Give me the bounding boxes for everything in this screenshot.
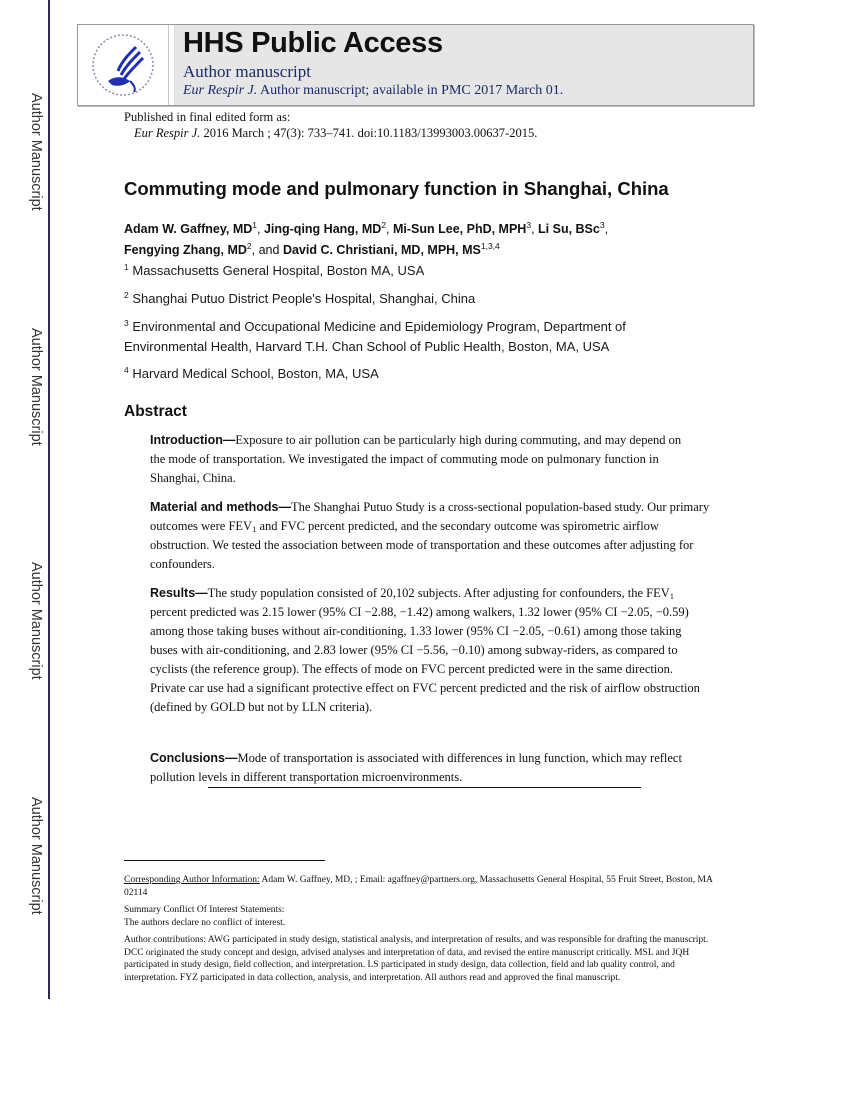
footnote-divider	[124, 860, 325, 861]
text-underline-rule	[208, 787, 641, 788]
affiliation-3	[124, 317, 669, 357]
citation	[134, 126, 537, 141]
article-title: Commuting mode and pulmonary function in Shanghai, China	[124, 178, 669, 199]
availability-text: Author manuscript; available in PMC 2017 March 01.	[260, 83, 564, 98]
author-affiliation-ref: 1,3,4	[480, 241, 500, 251]
affiliation-number: 2	[124, 290, 129, 300]
hhs-eagle-seal-icon	[78, 25, 169, 105]
author-affiliation-ref: 2	[246, 241, 252, 251]
affiliation-4	[124, 364, 684, 384]
author-separator: ,	[531, 222, 539, 236]
hhs-title-panel	[174, 25, 753, 105]
author-affiliation-ref: 3	[599, 220, 605, 230]
corresponding-label: Corresponding Author Information:	[124, 875, 260, 885]
affiliation-number: 4	[124, 365, 129, 375]
affiliation-text: Environmental and Occupational Medicine and Epidemiology Program, Department of Environmental Health, Harvard T.H. Chan School of Public Health, Boston, MA, USA	[124, 319, 626, 354]
side-label-author-manuscript	[26, 797, 46, 937]
side-label-author-manuscript	[26, 328, 46, 468]
margin-rule	[48, 0, 50, 999]
author-name: Li Su, BSc	[538, 222, 600, 236]
section-lead: Material and methods—	[150, 500, 291, 514]
published-label: Published in final edited form as:	[124, 110, 291, 124]
citation-text: 2016 March ; 47(3): 733–741. doi:10.1183/13993003.00637-2015.	[203, 126, 538, 140]
section-text: The study population consisted of 20,102 subjects. After adjusting for confounders, the FEV	[207, 586, 670, 600]
section-text: Exposure to air pollution can be particularly high during commuting, and may depend on the mode of transportation. We investigated the impact of commuting mode on pulmonary function in Shanghai, China.	[150, 433, 682, 485]
abstract-introduction	[150, 431, 690, 488]
citation-journal: Eur Respir J.	[134, 126, 201, 140]
abstract-methods	[150, 498, 710, 574]
hhs-availability	[183, 83, 563, 99]
section-text: percent predicted was 2.15 lower (95% CI −2.88, −1.42) among walkers, 1.32 lower (95% CI −2.05, −0.59) among those taking buses without air-conditioning, 1.33 lower (95% CI −2.05, −0.61) among those taking buses with air-conditioning, and 2.83 lower (95% CI −5.56, −0.10) among subway-riders, as compared to cyclists (the reference group). The effects of mode on FVC percent predicted were in the same direction. Private car use had a significant protective effect on FVC percent predicted and the risk of airflow obstruction (defined by GOLD but not by LLN criteria).	[150, 605, 700, 714]
section-text: The Shanghai Putuo Study is a cross-sectional population-based study. Our primary outcomes were FEV	[150, 500, 710, 533]
affiliation-number: 3	[124, 318, 129, 328]
author-name: Mi-Sun Lee, PhD, MPH	[393, 222, 527, 236]
affiliation-1	[124, 261, 684, 281]
affiliation-text: Shanghai Putuo District People's Hospital, Shanghai, China	[132, 291, 476, 306]
affiliation-text: Massachusetts General Hospital, Boston MA, USA	[132, 263, 425, 278]
author-contributions: Author contributions: AWG participated in study design, statistical analysis, and interpretation of results, and was responsible for drafting the manuscript. DCC originated the study concept and design, advised analyses and interpretation of data, and revised the entire manuscript critically. MSL and JQH participated in study design, field collection, and interpretation. LS participated in study design, data collection, field and lab quality control, and interpretation. FYZ participated in data collection, analysis, and interpretation. All authors read and approved the final manuscript.	[124, 935, 709, 983]
author-affiliation-ref: 1	[252, 220, 257, 230]
section-lead: Results—	[150, 586, 208, 600]
side-label-text: Author Manuscript	[28, 562, 44, 680]
hhs-subtitle: Author manuscript	[183, 62, 311, 81]
section-text: and FVC percent predicted, and the secondary outcome was spirometric airflow obstruction. We tested the association between mode of transportation and these outcomes after adjusting for confounders.	[150, 519, 694, 571]
author-list	[124, 219, 684, 261]
author-separator: ,	[386, 222, 393, 236]
author-name: Fengying Zhang, MD	[124, 243, 247, 257]
affiliation-number: 1	[124, 262, 129, 272]
corresponding-text: Adam W. Gaffney, MD, ; Email: agaffney@partners.org, Massachusetts General Hospital, 55 Fruit Street, Boston, MA 02114	[124, 875, 713, 898]
hhs-header	[77, 24, 754, 106]
author-name: David C. Christiani, MD, MPH, MS	[282, 243, 481, 257]
abstract-results	[150, 584, 710, 717]
coi-text: The authors declare no conflict of interest.	[124, 918, 286, 928]
side-label-text: Author Manuscript	[28, 797, 44, 915]
side-label-author-manuscript	[26, 93, 46, 233]
section-text: Mode of transportation is associated with differences in lung function, which may reflect pollution levels in different transportation microenvironments.	[150, 751, 682, 784]
corresponding-author-note	[124, 874, 714, 899]
section-lead: Introduction—	[150, 433, 236, 447]
subscript: 1	[669, 591, 674, 601]
side-label-author-manuscript	[26, 562, 46, 702]
journal-abbrev: Eur Respir J.	[183, 83, 258, 98]
hhs-title: HHS Public Access	[183, 27, 443, 59]
author-affiliation-ref: 3	[526, 220, 532, 230]
subscript: 1	[252, 524, 257, 534]
side-label-text: Author Manuscript	[28, 328, 44, 446]
coi-label: Summary Conflict Of Interest Statements:	[124, 905, 285, 915]
author-name: Jing-qing Hang, MD	[263, 222, 382, 236]
author-separator: ,	[257, 222, 264, 236]
side-label-text: Author Manuscript	[28, 93, 44, 211]
section-lead: Conclusions—	[150, 751, 238, 765]
author-name: Adam W. Gaffney, MD	[124, 222, 253, 236]
author-affiliation-ref: 2	[381, 220, 387, 230]
affiliation-2	[124, 289, 684, 309]
author-separator: , and	[251, 243, 283, 257]
abstract-conclusions	[150, 749, 690, 787]
author-separator: ,	[604, 222, 609, 236]
affiliation-text: Harvard Medical School, Boston, MA, USA	[132, 366, 379, 381]
abstract-heading: Abstract	[124, 403, 187, 420]
